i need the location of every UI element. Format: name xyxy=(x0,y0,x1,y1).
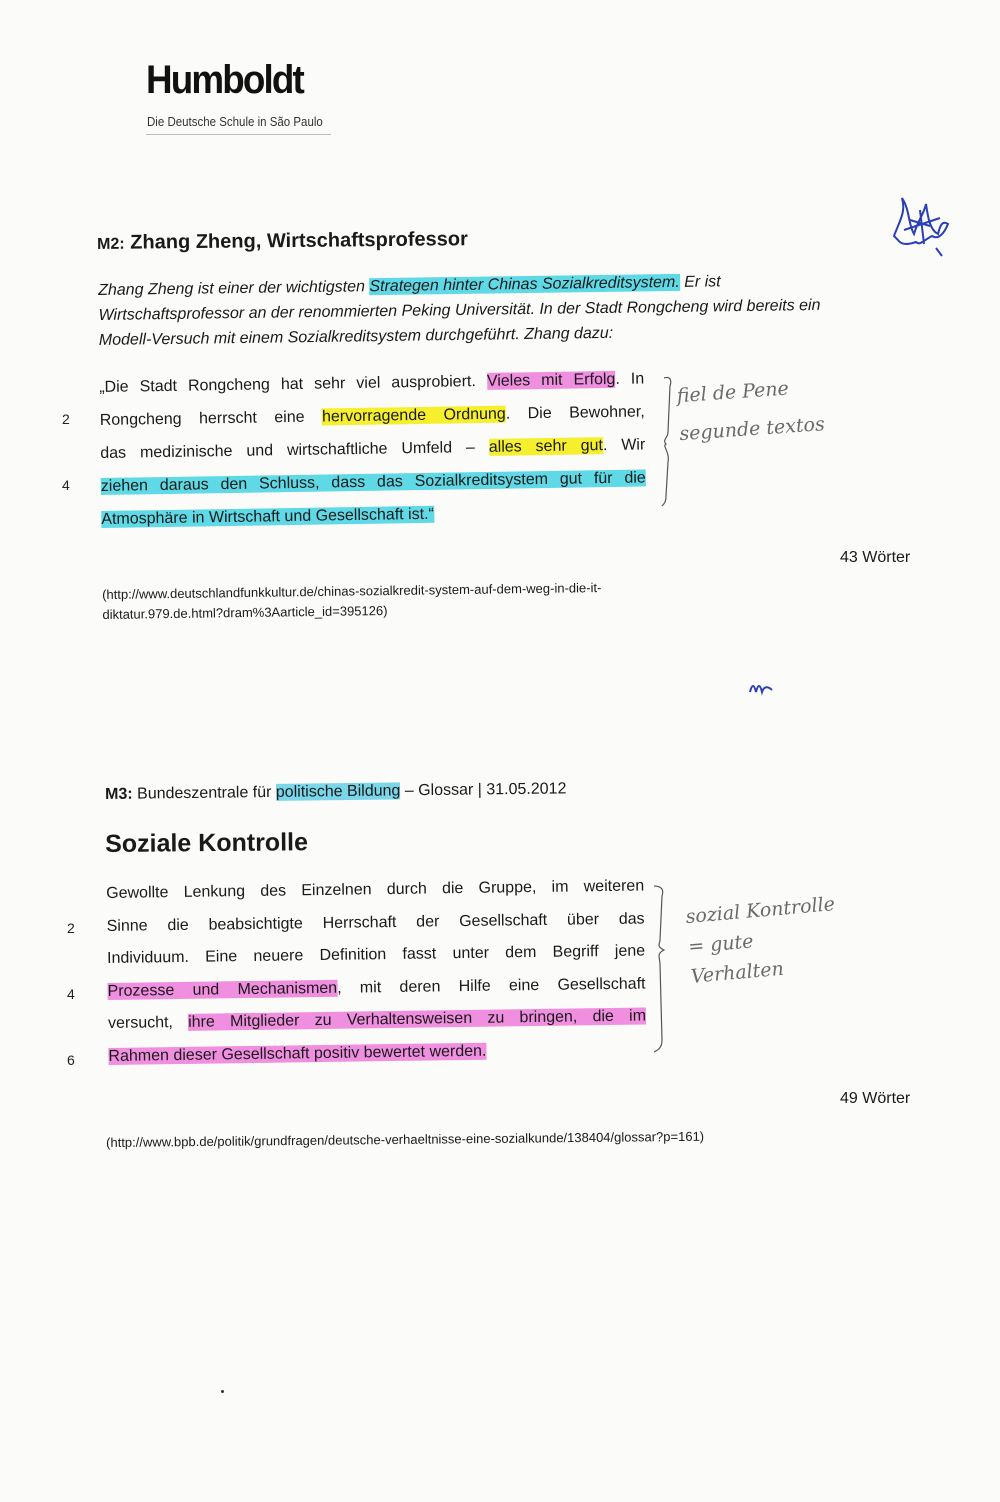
line-number: 4 xyxy=(62,477,70,493)
intro-text: Er ist xyxy=(679,273,721,291)
quote-text: . Die Bewohner, xyxy=(505,403,645,423)
m2-title: Zhang Zheng, Wirtschaftsprofessor xyxy=(130,228,468,254)
m3-heading-text: Bundeszentrale für xyxy=(132,783,276,803)
definition-line: Individuum. Eine neuere Definition fasst unter dem Begriff jene xyxy=(107,942,646,967)
m2-label: M2: xyxy=(97,235,125,253)
quote-text: „Die Stadt Rongcheng hat sehr viel ausprobiert. xyxy=(99,372,488,396)
m3-definition xyxy=(106,870,647,1072)
highlight-cyan: Strategen hinter Chinas Sozialkreditsystem. xyxy=(369,273,680,296)
definition-line: Sinne die beabsichtigte Herrschaft der Gesellschaft über das xyxy=(106,909,645,935)
source-line: (http://www.deutschlandfunkkultur.de/chinas-sozialkredit-system-auf-dem-weg-in-die-it- xyxy=(102,580,602,602)
intro-line: Modell-Versuch mit einem Sozialkreditsystem durchgeführt. Zhang dazu: xyxy=(98,324,614,349)
highlight-yellow: hervorragende Ordnung xyxy=(321,405,506,426)
handwritten-note-m2: fiel de Pene segunde textos xyxy=(676,377,826,446)
m2-intro xyxy=(98,267,914,353)
highlight-pink: ihre Mitglieder zu Verhaltensweisen zu bringen, die im xyxy=(188,1007,647,1031)
m3-heading xyxy=(105,780,567,804)
source-line: diktatur.979.de.html?dram%3Aarticle_id=395126) xyxy=(102,603,388,622)
margin-bracket xyxy=(650,880,672,1060)
word-count-m2: 43 Wörter xyxy=(840,549,911,566)
definition-text: , mit deren Hilfe eine Gesellschaft xyxy=(337,974,646,997)
m2-heading xyxy=(97,228,468,255)
handwritten-note-m3: sozial Kontrolle = gute Verhalten xyxy=(684,893,836,988)
quote-text: . Wir xyxy=(602,436,646,455)
intro-text: Zhang Zheng ist einer der wichtigsten xyxy=(98,278,370,299)
intro-line: Wirtschaftsprofessor an der renommierten Peking Universität. In der Stadt Rongcheng wird bereits ein xyxy=(98,296,821,324)
definition-text: versucht, xyxy=(107,1013,189,1032)
school-subtitle: Die Deutsche Schule in São Paulo xyxy=(147,115,323,129)
quote-text: das medizinische und wirtschaftliche Umfeld – xyxy=(100,438,489,462)
m3-title: Soziale Kontrolle xyxy=(105,828,309,858)
school-logo: Humboldt xyxy=(146,58,303,102)
stray-dot xyxy=(221,1390,224,1393)
m2-quote xyxy=(99,362,647,536)
highlight-cyan: Atmosphäre in Wirtschaft und Gesellschaft ist.“ xyxy=(101,505,435,528)
highlight-yellow: alles sehr gut xyxy=(488,437,604,456)
word-count-m3: 49 Wörter xyxy=(840,1090,911,1107)
quote-text: Rongcheng herrscht eine xyxy=(99,408,323,429)
source-line: (http://www.bpb.de/politik/grundfragen/deutsche-verhaeltnisse-eine-sozialkunde/138404/glossar?p=161) xyxy=(106,1128,705,1150)
line-number: 4 xyxy=(67,986,75,1002)
m3-heading-text: – Glossar | 31.05.2012 xyxy=(400,780,567,800)
logo-underline xyxy=(146,134,331,135)
highlight-pink: Rahmen dieser Gesellschaft positiv bewertet werden. xyxy=(108,1042,487,1065)
m3-label: M3: xyxy=(105,785,133,803)
highlight-pink: Vieles mit Erfolg xyxy=(486,370,616,390)
highlight-pink: Prozesse und Mechanismen xyxy=(107,979,338,1000)
pen-mark xyxy=(748,680,778,696)
definition-line: Gewollte Lenkung des Einzelnen durch die Gruppe, im weiteren xyxy=(106,877,645,902)
source-m3 xyxy=(106,1127,704,1153)
line-number: 2 xyxy=(62,411,70,427)
line-number: 2 xyxy=(67,920,75,936)
source-m2 xyxy=(102,578,602,625)
line-number: 6 xyxy=(67,1052,75,1068)
pen-scribble-signature xyxy=(880,190,955,265)
quote-text: . In xyxy=(615,370,645,388)
highlight-cyan: ziehen daraus den Schluss, dass das Sozialkreditsystem gut für die xyxy=(100,469,646,495)
highlight-cyan: politische Bildung xyxy=(275,782,401,801)
